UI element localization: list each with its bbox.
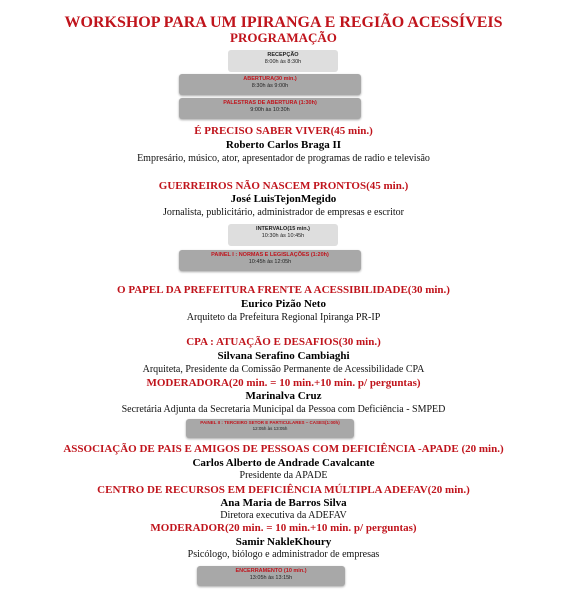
schedule-label: INTERVALO(15 min.) [256,226,310,232]
moderator-bio: Secretária Adjunta da Secretaria Municipal da Pessoa com Deficiência - SMPED [121,404,446,415]
moderator-name: Samir NakleKhoury [235,536,332,548]
talk-title: ASSOCIAÇÃO DE PAIS E AMIGOS DE PESSOAS COM DEFICIÊNCIA -APADE (20 min.) [63,443,504,455]
schedule-time: 9:00h às 10:30h [250,106,290,113]
schedule-block-recepcao [228,50,338,72]
talk-title: O PAPEL DA PREFEITURA FRENTE A ACESSIBILIDADE(30 min.) [117,284,450,296]
moderator-title: MODERADOR(20 min. = 10 min.+10 min. p/ perguntas) [150,522,417,534]
schedule-block-abertura [179,74,361,95]
schedule-block-painel-1 [179,250,361,271]
moderator-title: MODERADORA(20 min. = 10 min.+10 min. p/ perguntas) [146,377,421,389]
talk-bio: Empresário, músico, ator, apresentador de programas de radio e televisão [137,153,430,164]
moderator-bio: Psicólogo, biólogo e administrador de empresas [187,549,380,560]
talk-title: GUERREIROS NÃO NASCEM PRONTOS(45 min.) [158,180,409,192]
schedule-label: PAINEL II : TERCEIRO SETOR E PARTICULARES – CASES(1:00h) [200,420,340,425]
talk-bio: Jornalista, publicitário, administrador de empresas e escritor [162,207,405,218]
talk-bio: Diretora executiva da ADEFAV [220,510,347,521]
talk-speaker: Silvana Serafino Cambiaghi [217,350,350,362]
talk-bio: Arquiteta, Presidente da Comissão Permanente de Acessibilidade CPA [142,364,425,375]
schedule-label: ENCERRAMENTO (10 min.) [235,568,307,574]
talk-title: CENTRO DE RECURSOS EM DEFICIÊNCIA MÚLTIPLA ADEFAV(20 min.) [97,484,470,496]
talk-speaker: Eurico Pizão Neto [241,298,326,310]
talk-bio: Arquiteto da Prefeitura Regional Ipiranga PR-IP [186,312,381,323]
schedule-block-encerramento [197,566,345,586]
schedule-label: RECEPÇÃO [267,52,299,58]
talk-title: CPA : ATUAÇÃO E DESAFIOS(30 min.) [186,336,381,348]
schedule-time: 10:30h às 10:45h [261,232,305,239]
talk-speaker: Carlos Alberto de Andrade Cavalcante [192,457,375,469]
talk-bio: Presidente da APADE [239,470,328,481]
moderator-name: Marinalva Cruz [245,390,322,402]
schedule-block-palestras [179,98,361,119]
schedule-time: 8:00h às 8:30h [264,58,302,65]
schedule-time: 12:05h às 13:05h [252,425,288,431]
schedule-time: 10:45h às 12:05h [248,258,292,265]
schedule-label: ABERTURA(30 min.) [243,76,297,82]
page-title: WORKSHOP PARA UM IPIRANGA E REGIÃO ACESSÍVEIS [64,14,503,31]
schedule-block-intervalo [228,224,338,246]
schedule-block-painel-2 [186,419,354,438]
page-subtitle: PROGRAMAÇÃO [230,30,337,45]
schedule-label: PAINEL I : NORMAS E LEGISLAÇÕES (1:20h) [211,252,329,258]
talk-speaker: José LuisTejonMegido [230,193,337,205]
talk-speaker: Ana Maria de Barros Silva [220,497,347,509]
schedule-time: 8:30h às 9:00h [251,82,289,89]
schedule-label: PALESTRAS DE ABERTURA (1:30h) [223,100,317,106]
talk-speaker: Roberto Carlos Braga II [225,139,342,151]
schedule-time: 13:05h às 13:15h [249,574,293,581]
talk-title: É PRECISO SABER VIVER(45 min.) [194,125,373,137]
